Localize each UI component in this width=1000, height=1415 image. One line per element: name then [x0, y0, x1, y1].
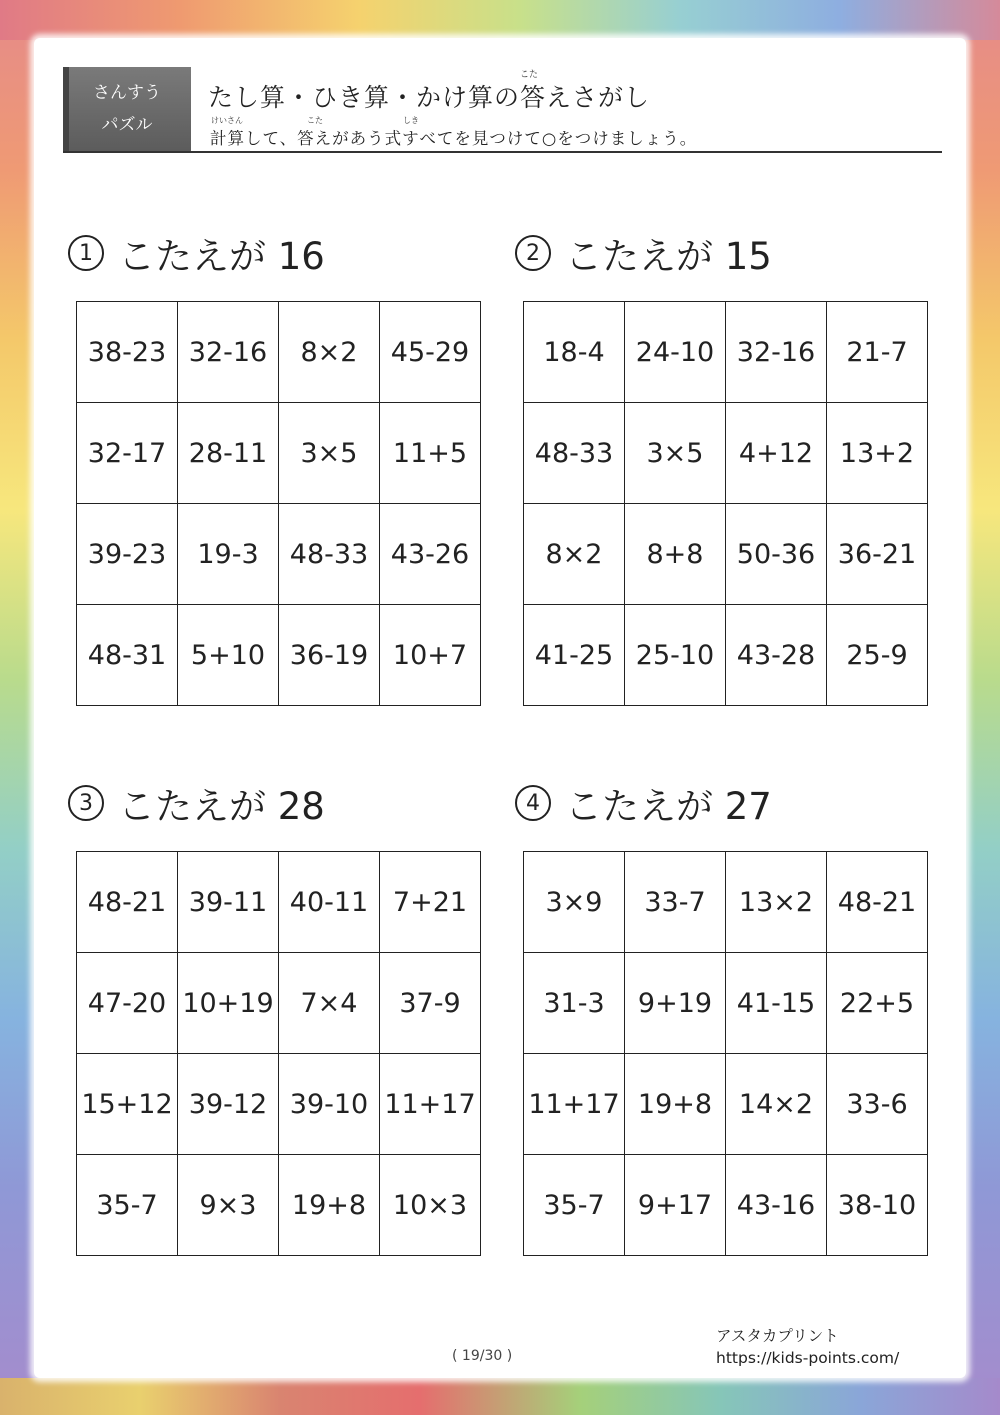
expression-cell[interactable]: 8+8	[625, 504, 726, 605]
publisher-name: アスタカプリント	[716, 1327, 839, 1345]
expression-cell[interactable]: 13+2	[827, 403, 928, 504]
category-badge	[63, 67, 191, 151]
expression-cell[interactable]: 25-10	[625, 605, 726, 706]
expression-cell[interactable]: 14×2	[726, 1054, 827, 1155]
grid-row	[524, 605, 928, 706]
grid-row	[524, 852, 928, 953]
expression-cell[interactable]: 47-20	[77, 953, 178, 1054]
puzzle-2-label: こたえが 15	[565, 235, 772, 278]
expression-cell[interactable]: 38-23	[77, 302, 178, 403]
worksheet-title: たし算・ひき算・かけ算の答えさがし	[208, 83, 651, 112]
page-number: ( 19/30 )	[452, 1348, 513, 1364]
grid-row	[77, 1054, 481, 1155]
expression-cell[interactable]: 43-28	[726, 605, 827, 706]
badge-line2: パズル	[101, 115, 153, 135]
expression-cell[interactable]: 36-19	[279, 605, 380, 706]
expression-cell[interactable]: 32-16	[726, 302, 827, 403]
expression-cell[interactable]: 48-33	[279, 504, 380, 605]
expression-cell[interactable]: 9×3	[178, 1155, 279, 1256]
expression-cell[interactable]: 13×2	[726, 852, 827, 953]
expression-cell[interactable]: 39-11	[178, 852, 279, 953]
expression-cell[interactable]: 5+10	[178, 605, 279, 706]
puzzle-3-grid	[76, 851, 481, 1256]
grid-row	[77, 1155, 481, 1256]
grid-row	[524, 302, 928, 403]
expression-cell[interactable]: 35-7	[524, 1155, 625, 1256]
expression-cell[interactable]: 38-10	[827, 1155, 928, 1256]
header-divider	[63, 151, 942, 153]
expression-cell[interactable]: 3×9	[524, 852, 625, 953]
expression-cell[interactable]: 35-7	[77, 1155, 178, 1256]
puzzle-3-label: こたえが 28	[118, 785, 325, 828]
expression-cell[interactable]: 11+17	[524, 1054, 625, 1155]
expression-cell[interactable]: 3×5	[279, 403, 380, 504]
expression-cell[interactable]: 7+21	[380, 852, 481, 953]
grid-row	[77, 504, 481, 605]
expression-cell[interactable]: 11+5	[380, 403, 481, 504]
expression-cell[interactable]: 50-36	[726, 504, 827, 605]
expression-cell[interactable]: 22+5	[827, 953, 928, 1054]
expression-cell[interactable]: 39-23	[77, 504, 178, 605]
expression-cell[interactable]: 41-15	[726, 953, 827, 1054]
expression-cell[interactable]: 7×4	[279, 953, 380, 1054]
expression-cell[interactable]: 39-10	[279, 1054, 380, 1155]
grid-row	[524, 403, 928, 504]
expression-cell[interactable]: 25-9	[827, 605, 928, 706]
expression-cell[interactable]: 3×5	[625, 403, 726, 504]
expression-cell[interactable]: 32-16	[178, 302, 279, 403]
expression-cell[interactable]: 31-3	[524, 953, 625, 1054]
puzzle-1-grid	[76, 301, 481, 706]
puzzle-1-label: こたえが 16	[118, 235, 325, 278]
expression-cell[interactable]: 18-4	[524, 302, 625, 403]
expression-cell[interactable]: 8×2	[524, 504, 625, 605]
grid-row	[77, 605, 481, 706]
puzzle-number-badge: 1	[68, 235, 104, 271]
expression-cell[interactable]: 40-11	[279, 852, 380, 953]
expression-cell[interactable]: 10+7	[380, 605, 481, 706]
publisher-credit	[716, 1325, 899, 1369]
puzzle-4-heading	[515, 778, 772, 828]
expression-cell[interactable]: 32-17	[77, 403, 178, 504]
expression-cell[interactable]: 48-21	[77, 852, 178, 953]
expression-cell[interactable]: 48-21	[827, 852, 928, 953]
rainbow-frame-top	[0, 0, 1000, 40]
grid-row	[77, 953, 481, 1054]
puzzle-1-heading	[68, 228, 325, 278]
grid-row	[77, 403, 481, 504]
puzzle-2-grid	[523, 301, 928, 706]
expression-cell[interactable]: 15+12	[77, 1054, 178, 1155]
puzzle-number-badge: 3	[68, 785, 104, 821]
grid-row	[524, 1054, 928, 1155]
worksheet-instructions: 計算して、答えがあう式すべてを見つけて○をつけましょう。	[210, 129, 698, 148]
grid-row	[524, 504, 928, 605]
ruby-kota: こた	[307, 116, 323, 125]
expression-cell[interactable]: 4+12	[726, 403, 827, 504]
title-ruby: こた	[520, 70, 539, 80]
puzzle-4-label: こたえが 27	[565, 785, 772, 828]
expression-cell[interactable]: 24-10	[625, 302, 726, 403]
expression-cell[interactable]: 9+17	[625, 1155, 726, 1256]
expression-cell[interactable]: 43-16	[726, 1155, 827, 1256]
expression-cell[interactable]: 10×3	[380, 1155, 481, 1256]
expression-cell[interactable]: 9+19	[625, 953, 726, 1054]
expression-cell[interactable]: 45-29	[380, 302, 481, 403]
expression-cell[interactable]: 48-33	[524, 403, 625, 504]
puzzle-number-badge: 2	[515, 235, 551, 271]
expression-cell[interactable]: 10+19	[178, 953, 279, 1054]
grid-row	[77, 852, 481, 953]
expression-cell[interactable]: 33-6	[827, 1054, 928, 1155]
publisher-url[interactable]: https://kids-points.com/	[716, 1349, 900, 1367]
ruby-keisan: けいさん	[211, 116, 243, 125]
puzzle-4-grid	[523, 851, 928, 1256]
badge-line1: さんすう	[93, 83, 161, 103]
grid-row	[77, 302, 481, 403]
rainbow-frame-bottom	[0, 1378, 1000, 1415]
expression-cell[interactable]: 8×2	[279, 302, 380, 403]
expression-cell[interactable]: 37-9	[380, 953, 481, 1054]
expression-cell[interactable]: 28-11	[178, 403, 279, 504]
badge-accent	[63, 67, 69, 151]
grid-row	[524, 953, 928, 1054]
expression-cell[interactable]: 19+8	[279, 1155, 380, 1256]
expression-cell[interactable]: 41-25	[524, 605, 625, 706]
puzzle-number-badge: 4	[515, 785, 551, 821]
grid-row	[524, 1155, 928, 1256]
puzzle-2-heading	[515, 228, 772, 278]
expression-cell[interactable]: 36-21	[827, 504, 928, 605]
expression-cell[interactable]: 11+17	[380, 1054, 481, 1155]
ruby-shiki: しき	[403, 116, 419, 125]
puzzle-3-heading	[68, 778, 325, 828]
expression-cell[interactable]: 48-31	[77, 605, 178, 706]
expression-cell[interactable]: 39-12	[178, 1054, 279, 1155]
expression-cell[interactable]: 33-7	[625, 852, 726, 953]
expression-cell[interactable]: 19+8	[625, 1054, 726, 1155]
expression-cell[interactable]: 21-7	[827, 302, 928, 403]
expression-cell[interactable]: 43-26	[380, 504, 481, 605]
expression-cell[interactable]: 19-3	[178, 504, 279, 605]
